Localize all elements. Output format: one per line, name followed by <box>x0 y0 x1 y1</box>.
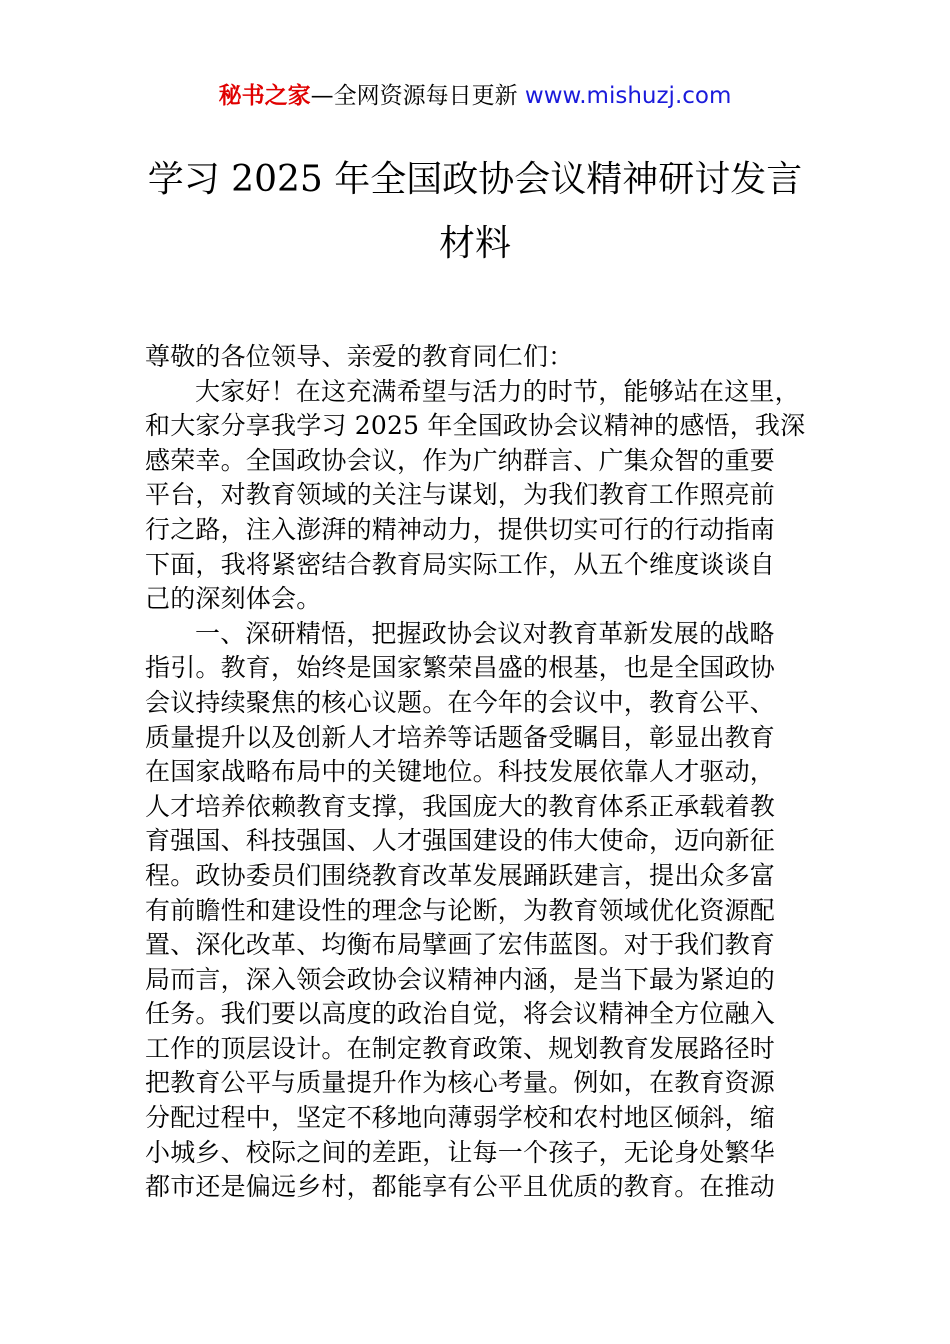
title-line-2: 材料 <box>438 223 511 264</box>
body-line: 质量提升以及创新人才培养等话题备受瞩目，彰显出教育 <box>145 722 776 752</box>
body-line: 小城乡、校际之间的差距，让每一个孩子，无论身处繁华 <box>145 1137 776 1167</box>
brand-name: 秘书之家 <box>218 83 311 109</box>
body-line: 指引。教育，始终是国家繁荣昌盛的根基，也是全国政协 <box>145 653 776 683</box>
title-line-1: 学习 2025 年全国政协会议精神研讨发言 <box>147 159 803 200</box>
body-line: 把教育公平与质量提升作为核心考量。例如，在教育资源 <box>145 1068 776 1098</box>
header-tagline: —全网资源每日更新 <box>310 83 518 109</box>
body-line: 置、深化改革、均衡布局擘画了宏伟蓝图。对于我们教育 <box>145 930 776 960</box>
document-title <box>0 152 950 272</box>
body-line: 和大家分享我学习 2025 年全国政协会议精神的感悟，我深 <box>145 411 806 441</box>
body-line: 程。政协委员们围绕教育改革发展踊跃建言，提出众多富 <box>145 860 776 890</box>
salutation: 尊敬的各位领导、亲爱的教育同仁们： <box>145 342 574 371</box>
body-line: 感荣幸。全国政协会议，作为广纳群言、广集众智的重要 <box>145 445 776 475</box>
body-line: 分配过程中，坚定不移地向薄弱学校和农村地区倾斜，缩 <box>145 1103 776 1133</box>
site-url-link[interactable]: www.mishuzj.com <box>524 83 732 109</box>
body-line: 工作的顶层设计。在制定教育政策、规划教育发展路径时 <box>145 1033 776 1063</box>
body-line: 局而言，深入领会政协会议精神内涵，是当下最为紧迫的 <box>145 964 776 994</box>
body-line: 下面，我将紧密结合教育局实际工作，从五个维度谈谈自 <box>145 549 776 579</box>
section-heading-line: 一、深研精悟，把握政协会议对教育革新发展的战略 <box>195 618 775 648</box>
body-line: 平台，对教育领域的关注与谋划，为我们教育工作照亮前 <box>145 480 776 510</box>
body-line: 都市还是偏远乡村，都能享有公平且优质的教育。在推动 <box>145 1172 776 1202</box>
body-line: 人才培养依赖教育支撑，我国庞大的教育体系正承载着教 <box>145 791 776 821</box>
body-line: 育强国、科技强国、人才强国建设的伟大使命，迈向新征 <box>145 826 776 856</box>
body-line: 行之路，注入澎湃的精神动力，提供切实可行的行动指南 <box>145 514 776 544</box>
body-line: 大家好！在这充满希望与活力的时节，能够站在这里， <box>195 376 800 406</box>
site-header <box>0 80 950 112</box>
document-body <box>145 340 810 1205</box>
body-line: 会议持续聚焦的核心议题。在今年的会议中，教育公平、 <box>145 687 776 717</box>
body-line: 任务。我们要以高度的政治自觉，将会议精神全方位融入 <box>145 999 776 1029</box>
body-line: 在国家战略布局中的关键地位。科技发展依靠人才驱动， <box>145 757 776 787</box>
body-line: 有前瞻性和建设性的理念与论断，为教育领域优化资源配 <box>145 895 776 925</box>
body-line: 己的深刻体会。 <box>145 584 322 614</box>
